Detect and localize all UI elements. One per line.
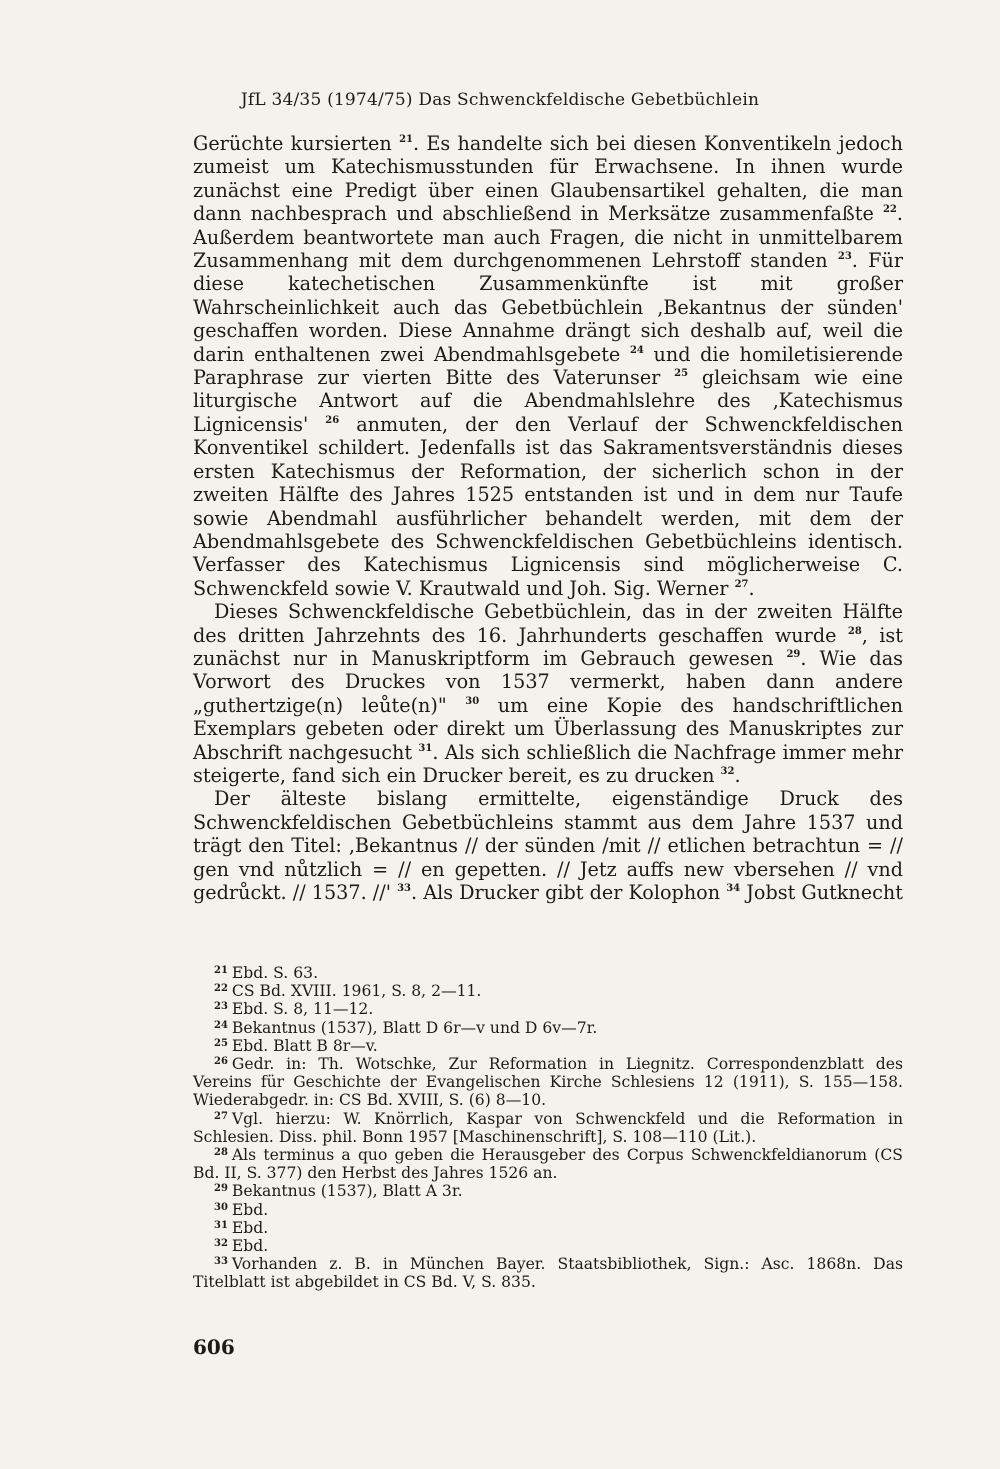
footnote: [193, 1219, 903, 1237]
footnote-text: CS Bd. XVIII. 1961, S. 8, 2—11.: [231, 982, 482, 1001]
footnote-ref: 29: [786, 648, 801, 660]
page-number: 606: [193, 1335, 235, 1359]
footnote-ref: 30: [465, 695, 480, 707]
footnote: [193, 1146, 903, 1182]
text-run: . Wie das Vorwort des Druckes von 1537 vermerkt, haben dann andere „guthertzige(n) leůte(n)": [193, 646, 903, 717]
footnote: [193, 1255, 903, 1291]
footnote: [193, 1237, 903, 1255]
text-run: .: [734, 763, 741, 787]
footnote-number: 27: [214, 1110, 228, 1122]
body-text: [193, 132, 903, 904]
body-paragraph: [193, 787, 903, 904]
footnote-ref: 23: [837, 251, 852, 263]
footnote-text: Ebd.: [231, 1237, 269, 1256]
footnote-number: 26: [214, 1056, 228, 1068]
footnote-ref: 24: [629, 344, 644, 356]
footnote-text: Ebd. S. 8, 11—12.: [231, 1000, 374, 1019]
footnote: [193, 1055, 903, 1110]
footnote-ref: 27: [734, 578, 749, 590]
text-run: und die homiletisierende Paraphrase zur vierten Bitte des Vaterunser: [193, 342, 903, 390]
footnote-number: 29: [214, 1183, 228, 1195]
footnote-number: 24: [214, 1019, 228, 1031]
footnote-ref: 33: [397, 883, 412, 894]
text-run: gleichsam wie eine liturgische Antwort auf die Abendmahlslehre des ‚Katechismus Lignicensis': [193, 366, 903, 436]
footnote-number: 21: [214, 965, 228, 976]
running-header: JfL 34/35 (1974/75) Das Schwenckfeldische Gebetbüchlein: [240, 90, 760, 110]
footnote-number: 30: [214, 1201, 228, 1213]
footnote-ref: 21: [399, 134, 413, 145]
text-run: um eine Kopie des handschriftlichen Exemplars gebeten oder direkt um Überlassung des Manuskriptes zur Abschrift nachgesucht: [193, 693, 903, 764]
body-paragraph: [193, 132, 903, 600]
footnote: [193, 1201, 903, 1219]
text-run: .: [748, 576, 755, 600]
text-run: Der älteste bislang ermittelte, eigenständige Druck des Schwenckfeldischen Gebetbüchleins stammt aus dem Jahre 1537 und trägt den Titel: ‚Bekantnus // der sünden /mit // etlichen betrachtun = // gen vnd nůtzlich = // en gepetten. // Jetz auffs new vbersehen // vnd gedrůckt. // 1537. //': [193, 787, 903, 904]
footnote-number: 25: [214, 1037, 228, 1049]
footnote: [193, 1110, 903, 1146]
text-run: Jobst Gutknecht: [740, 881, 903, 904]
footnote-ref: 22: [882, 204, 897, 216]
footnote: [193, 1019, 903, 1037]
text-run: . Als Drucker gibt der Kolophon: [411, 881, 727, 904]
footnote-number: 32: [214, 1238, 228, 1250]
footnote-text: Bekantnus (1537), Blatt D 6r—v und D 6v—7r.: [231, 1018, 598, 1037]
text-run: Dieses Schwenckfeldische Gebetbüchlein, das in der zweiten Hälfte des dritten Jahrzehnts des 16. Jahrhunderts geschaffen wurde: [193, 600, 903, 647]
footnote-text: Ebd.: [231, 1200, 269, 1219]
footnote: [193, 1037, 903, 1055]
text-run: . Für diese katechetischen Zusammenkünfte ist mit großer Wahrscheinlichkeit auch das Gebetbüchlein ‚Bekantnus der sünden' geschaffen worden. Diese Annahme drängt sich deshalb auf, weil die darin enthaltenen zwei Abendmahlsgebete: [193, 249, 903, 366]
footnote: [193, 964, 903, 982]
text-run: anmuten, der den Verlauf der Schwenckfeldischen Konventikel schildert. Jedenfalls ist das Sakramentsverständnis dieses ersten Katechismus der Reformation, der sicherlich schon in der zweiten Hälfte des Jahres 1525 entstanden ist und in dem nur Taufe sowie Abendmahl ausführlicher behandelt werden, mit dem der Abendmahlsgebete des Schwenckfeldischen Gebetbüchleins identisch. Verfasser des Katechismus Lignicensis sind möglicherweise C. Schwenckfeld sowie V. Krautwald und Joh. Sig. Werner: [193, 412, 903, 600]
footnote-text: Gedr. in: Th. Wotschke, Zur Reformation in Liegnitz. Correspondenzblatt des Vereins für Geschichte der Evangelischen Kirche Schlesiens 12 (1911), S. 155—158. Wiederabgedr. in: CS Bd. XVIII, S. (6) 8—10.: [193, 1055, 903, 1110]
footnote-number: 23: [214, 1001, 228, 1013]
footnote-text: Bekantnus (1537), Blatt A 3r.: [231, 1182, 463, 1201]
body-paragraph: [193, 600, 903, 787]
footnotes: [193, 964, 903, 1292]
footnote-number: 31: [214, 1219, 228, 1231]
footnote-text: Als terminus a quo geben die Herausgeber des Corpus Schwenckfeldianorum (CS Bd. II, S. 377) den Herbst des Jahres 1526 an.: [193, 1146, 903, 1183]
text-run: . Als sich schließlich die Nachfrage immer mehr steigerte, fand sich ein Drucker bereit, es zu drucken: [193, 740, 903, 787]
footnote-number: 28: [214, 1147, 228, 1159]
text-run: . Es handelte sich bei diesen Konventikeln jedoch zumeist um Katechismusstunden für Erwachsene. In ihnen wurde zunächst eine Predigt über einen Glaubensartikel gehalten, die man dann nachbesprach und abschließend in Merksätze zusammenfaßte: [193, 132, 904, 226]
text-run: Gerüchte kursierten: [193, 132, 400, 155]
footnote-number: 22: [214, 983, 228, 995]
footnote-ref: 28: [847, 625, 862, 637]
footnote-text: Ebd.: [231, 1218, 269, 1237]
footnote-number: 33: [214, 1256, 228, 1268]
footnote-ref: 32: [720, 765, 735, 777]
footnote: [193, 1000, 903, 1018]
text-run: . Außerdem beantwortete man auch Fragen, die nicht in unmittelbarem Zusammenhang mit dem durchgenommenen Lehrstoff standen: [193, 202, 903, 273]
footnote: [193, 982, 903, 1000]
footnote-text: Vorhanden z. B. in München Bayer. Staatsbibliothek, Sign.: Asc. 1868n. Das Titelblatt ist abgebildet in CS Bd. V, S. 835.: [193, 1255, 903, 1292]
footnote-ref: 25: [674, 368, 689, 380]
footnote: [193, 1182, 903, 1200]
footnote-text: Ebd. S. 63.: [231, 964, 319, 982]
footnote-ref: 31: [418, 742, 433, 754]
footnote-ref: 34: [726, 883, 741, 894]
text-run: , ist zunächst nur in Manuskriptform im Gebrauch gewesen: [193, 623, 903, 670]
footnote-text: Vgl. hierzu: W. Knörrlich, Kaspar von Schwenckfeld und die Reformation in Schlesien. Diss. phil. Bonn 1957 [Maschinenschrift], S. 108—110 (Lit.).: [193, 1109, 903, 1146]
footnote-text: Ebd. Blatt B 8r—v.: [231, 1036, 378, 1055]
footnote-ref: 26: [325, 414, 340, 426]
